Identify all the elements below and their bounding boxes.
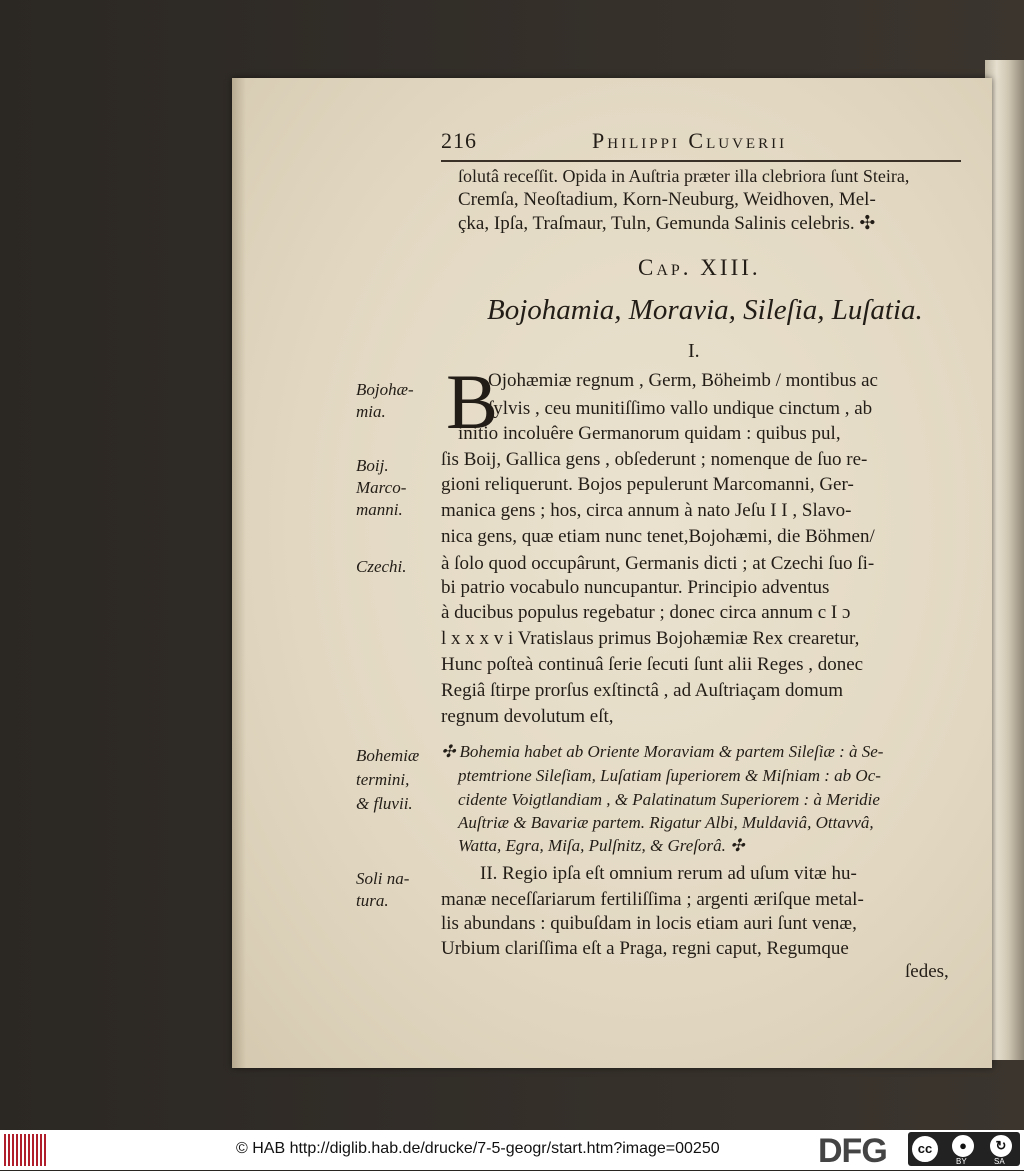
body-line: à ſolo quod occupârunt, Germanis dicti ; at Czechi ſuo ſi- bbox=[441, 553, 875, 574]
section-number: I. bbox=[688, 340, 700, 362]
body-line: Urbium clariſſima eſt a Praga, regni caput, Regumque bbox=[441, 938, 849, 959]
body-line: manica gens ; hos, circa annum à nato Jeſu I I , Slavo- bbox=[441, 500, 852, 521]
running-title: Philippi Cluverii bbox=[592, 128, 788, 153]
body-line: gioni reliquerunt. Bojos pepulerunt Marcomanni, Ger- bbox=[441, 474, 854, 495]
margin-note: manni. bbox=[356, 500, 403, 519]
drop-cap: B bbox=[446, 358, 499, 445]
body-line: Regiâ ſtirpe prorſus exſtinctâ , ad Auſtriaçam domum bbox=[441, 680, 844, 701]
body-line: à ducibus populus regebatur ; donec circa annum c I ɔ bbox=[441, 602, 851, 623]
body-line: Auſtriæ & Bavariæ partem. Rigatur Albi, Muldaviâ, Ottavvâ, bbox=[458, 813, 874, 832]
body-line: cidente Voigtlandiam , & Palatinatum Superiorem : à Meridie bbox=[458, 790, 880, 809]
intro-line: Cremſa, Neoſtadium, Korn-Neuburg, Weidhoven, Mel- bbox=[458, 189, 876, 210]
margin-note: Soli na- bbox=[356, 869, 410, 888]
margin-note: termini, bbox=[356, 770, 410, 789]
body-line: l x x x v i Vratislaus primus Bojohæmiæ Rex crearetur, bbox=[441, 628, 860, 649]
body-line: ſedes, bbox=[905, 961, 949, 982]
body-line: ✣ Bohemia habet ab Oriente Moraviam & partem Sileſiæ : à Se- bbox=[441, 742, 884, 761]
body-line: ſis Boij, Gallica gens , obſederunt ; nomenque de ſuo re- bbox=[441, 449, 868, 470]
body-line: Hunc poſteà continuâ ſerie ſecuti ſunt alii Reges , donec bbox=[441, 654, 864, 675]
body-line: II. Regio ipſa eſt omnium rerum ad uſum vitæ hu- bbox=[480, 863, 857, 884]
body-line: ptemtrione Sileſiam, Luſatiam ſuperiorem & Miſniam : ab Oc- bbox=[458, 766, 881, 785]
attribution-link[interactable]: © HAB http://diglib.hab.de/drucke/7-5-geogr/start.htm?image=00250 bbox=[236, 1140, 720, 1157]
page-number: 216 bbox=[441, 128, 477, 153]
hab-logo-icon bbox=[4, 1134, 46, 1166]
header-rule bbox=[441, 160, 961, 162]
margin-note: Marco- bbox=[356, 478, 407, 497]
body-line: Ojohæmiæ regnum , Germ, Böheimb / montibus ac bbox=[488, 370, 878, 391]
intro-line: çka, Ipſa, Traſmaur, Tuln, Gemunda Salinis celebris. ✣ bbox=[458, 213, 876, 234]
body-line: regnum devolutum eſt, bbox=[441, 706, 614, 727]
margin-note: Czechi. bbox=[356, 557, 407, 576]
by-label: BY bbox=[956, 1157, 967, 1166]
body-line: initio incoluêre Germanorum quidam : quibus pul, bbox=[458, 423, 841, 444]
body-line: manæ neceſſariarum fertiliſſima ; argenti æriſque metal- bbox=[441, 889, 864, 910]
body-line: Watta, Egra, Miſa, Pulſnitz, & Greſorâ. ✣ bbox=[458, 836, 745, 855]
sa-label: SA bbox=[994, 1157, 1005, 1166]
body-line: ſylvis , ceu munitiſſimo vallo undique cinctum , ab bbox=[488, 398, 873, 419]
margin-note: tura. bbox=[356, 891, 389, 910]
body-line: nica gens, quæ etiam nunc tenet,Bojohæmi, die Böhmen/ bbox=[441, 526, 875, 547]
margin-note: & fluvii. bbox=[356, 794, 413, 813]
sa-icon: ↻ bbox=[988, 1133, 1014, 1159]
body-line: lis abundans : quibuſdam in locis etiam auri ſunt venæ, bbox=[441, 913, 857, 934]
dfg-logo: DFG bbox=[818, 1132, 887, 1170]
page-gutter-shadow bbox=[232, 78, 246, 1068]
margin-note: Bojohæ- bbox=[356, 380, 414, 399]
cc-icon: cc bbox=[910, 1134, 940, 1164]
by-icon: ● bbox=[950, 1133, 976, 1159]
margin-note: Boij. bbox=[356, 456, 389, 475]
chapter-label: Cap. XIII. bbox=[638, 255, 761, 280]
intro-line: ſolutâ receſſit. Opida in Auſtria præter illa clebriora ſunt Steira, bbox=[458, 166, 910, 186]
margin-note: mia. bbox=[356, 402, 386, 421]
license-badge[interactable] bbox=[908, 1132, 1020, 1166]
margin-note: Bohemiæ bbox=[356, 746, 420, 765]
chapter-title: Bojohamia, Moravia, Sileſia, Luſatia. bbox=[487, 294, 923, 326]
body-line: bi patrio vocabulo nuncupantur. Principio adventus bbox=[441, 577, 830, 598]
